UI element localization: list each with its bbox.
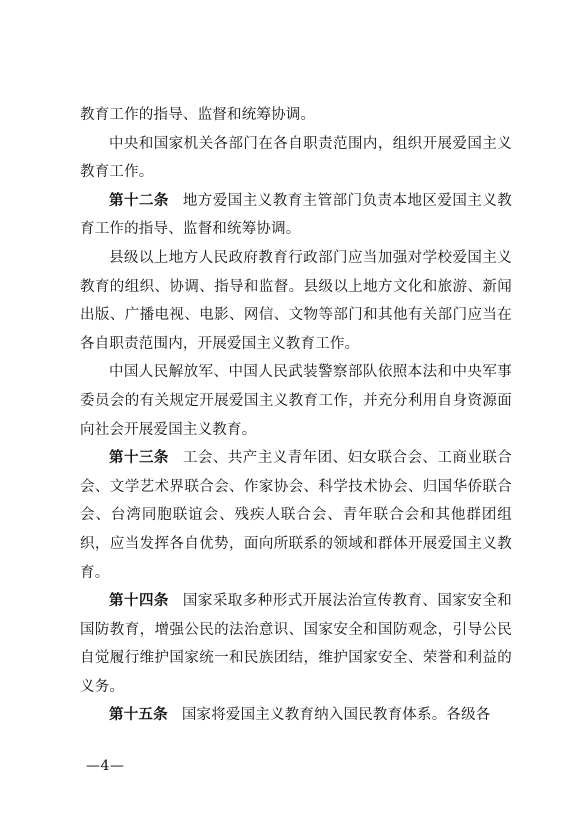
paragraph-text: 国家采取多种形式开展法治宣传教育、国家安全和国防教育，增强公民的法治意识、国家安全和国防观念，引导公民自觉履行维护国家统一和民族团结，维护国家安全、荣誉和利益的义务。 (80, 593, 512, 695)
paragraph-text: 工会、共产主义青年团、妇女联合会、工商业联合会、文学艺术界联合会、作家协会、科学技术协会、归国华侨联合会、台湾同胞联谊会、残疾人联合会、青年联合会和其他群团组织，应当发挥各自优势，面向所联系的领域和群体开展爱国主义教育。 (80, 450, 512, 581)
article-paragraph (80, 701, 512, 730)
article-number: 第十二条 (109, 192, 169, 209)
paragraph (80, 101, 512, 130)
paragraph-text: 中国人民解放军、中国人民武装警察部队依照本法和中央军事委员会的有关规定开展爱国主义教育工作，并充分利用自身资源面向社会开展爱国主义教育。 (80, 364, 512, 438)
page-number: —4— (86, 758, 125, 774)
article-number: 第十四条 (109, 593, 169, 610)
paragraph-text: 中央和国家机关各部门在各自职责范围内，组织开展爱国主义教育工作。 (80, 135, 512, 181)
article-paragraph (80, 187, 512, 244)
paragraph-text: 地方爱国主义教育主管部门负责本地区爱国主义教育工作的指导、监督和统筹协调。 (80, 192, 512, 238)
document-body (80, 101, 512, 730)
paragraph-text: 教育工作的指导、监督和统筹协调。 (80, 107, 316, 123)
article-paragraph (80, 444, 512, 587)
paragraph-text: 县级以上地方人民政府教育行政部门应当加强对学校爱国主义教育的组织、协调、指导和监督。县级以上地方文化和旅游、新闻出版、广播电视、电影、网信、文物等部门和其他有关部门应当在各自职责范围内，开展爱国主义教育工作。 (80, 249, 512, 352)
paragraph (80, 130, 512, 187)
article-paragraph (80, 587, 512, 701)
paragraph-text: 国家将爱国主义教育纳入国民教育体系。各级各 (181, 707, 491, 724)
article-number: 第十三条 (109, 450, 169, 467)
article-number: 第十五条 (109, 707, 168, 724)
paragraph (80, 244, 512, 358)
paragraph (80, 358, 512, 444)
